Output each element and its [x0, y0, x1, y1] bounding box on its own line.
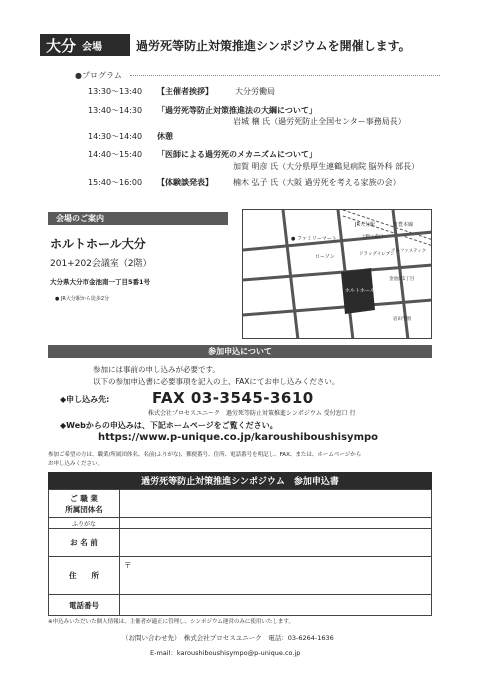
venue-badge-label: 会場: [82, 41, 103, 53]
venue-map: [242, 209, 432, 339]
program-speaker: 岩城 穣 氏（過労死防止全国センター事務局長）: [233, 117, 406, 126]
program-divider: [130, 75, 440, 76]
address-label: 住 所: [49, 557, 120, 595]
name-label: お 名 前: [49, 529, 120, 557]
venue-address: 大分県大分市金池南一丁目5番1号: [50, 278, 151, 286]
venue-city: 大分: [46, 36, 77, 55]
furigana-field[interactable]: [120, 518, 432, 529]
program-title: 「医師による過労死のメカニズムについて」: [157, 150, 317, 159]
registration-section-header: 参加申込について: [48, 345, 432, 358]
web-label: ◆Webからの申込みは、下記ホームページをご覧ください。: [60, 421, 278, 430]
address-field[interactable]: [120, 557, 432, 595]
registration-line: 参加には事前の申し込みが必要です。: [93, 365, 220, 374]
venue-badge: [40, 34, 130, 56]
occupation-field[interactable]: [120, 490, 432, 518]
program-detail: 楠木 弘子 氏（大阪 過労死を考える家族の会）: [233, 178, 401, 187]
program-title: 【体験談発表】: [157, 178, 213, 187]
fax-label: ◆申し込み先:: [60, 395, 110, 404]
registration-line: 以下の参加申込書に必要事項を記入の上、FAXにてお申し込みください。: [93, 377, 340, 386]
map-label-jr-station: JR大分駅: [355, 222, 375, 228]
phone-label: 電話番号: [49, 595, 120, 616]
program-time: 13:40～14:30: [88, 106, 143, 115]
page-title: 過労死等防止対策推進シンポジウムを開催します。: [136, 39, 411, 53]
name-field[interactable]: [120, 529, 432, 557]
program-time: 15:40～16:00: [88, 178, 143, 187]
form-title: 過労死等防止対策推進シンポジウム 参加申込書: [48, 472, 432, 489]
occupation-label: ご 職 業 所属団体名: [49, 490, 120, 518]
registration-note: お申し込みください。: [48, 461, 104, 467]
venue-section-header: 会場のご案内: [48, 212, 228, 225]
fax-number: FAX 03-3545-3610: [152, 389, 314, 407]
venue-name: ホルトホール大分: [50, 237, 146, 251]
map-label-lawson: ローソン: [315, 254, 335, 260]
program-speaker: 加賀 明彦 氏（大分県厚生連鶴見病院 脳外科 部長）: [233, 162, 420, 171]
program-title: 「過労死等防止対策推進法の大綱について」: [157, 106, 317, 115]
privacy-note: ※申込みいただいた個人情報は、主催者が適正に管理し、シンポジウム運営のみに使用いたします。: [48, 619, 294, 625]
program-title: 休憩: [157, 132, 173, 141]
venue-access: ● JR大分駅から徒歩2分: [55, 296, 110, 302]
contact-email-link[interactable]: E-mail：karoushiboushisympo@p-unique.co.jp: [150, 649, 301, 657]
map-label-ueno: 上野の森口: [361, 235, 384, 240]
map-label-hall: ホルトホール大分: [345, 288, 385, 294]
map-label-kanaike: 金池南1丁目: [389, 277, 415, 282]
map-label-drug: ドラッグイレブン: [359, 252, 395, 257]
program-label: ●プログラム: [75, 71, 122, 80]
phone-field[interactable]: [120, 595, 432, 616]
program-title: 【主催者挨拶】: [157, 87, 213, 96]
registration-note: 参加ご希望の方は、職業/所属団体名、名前(ふりがな)、郵便番号、住所、電話番号を明記し、FAX、または、ホームページから: [48, 452, 362, 458]
map-label-school: 岩田学園: [393, 317, 411, 322]
application-form: [48, 489, 432, 616]
program-time: 13:30～13:40: [88, 87, 143, 96]
contact-info: （お問い合わせ先） 株式会社プロセスユニーク 電話：03-6264-1636: [122, 634, 334, 642]
program-detail: 大分労働局: [235, 87, 275, 96]
program-time: 14:30～14:40: [88, 132, 143, 141]
map-label-alpha: アルファスティク: [391, 249, 427, 254]
venue-room: 201+202会議室（2階）: [50, 259, 152, 269]
fax-recipient: 株式会社プロセスユニーク 過労死等防止対策推進シンポジウム 受付窓口 行: [148, 410, 356, 417]
furigana-label: ふりがな: [49, 518, 120, 529]
map-label-nippo-line: 日豊本線: [393, 222, 414, 228]
registration-url-link[interactable]: https://www.p-unique.co.jp/karoushiboushisympo: [98, 432, 379, 443]
postal-mark: 〒: [124, 561, 132, 570]
program-time: 14:40～15:40: [88, 150, 143, 159]
map-label-familymart: ● ファミリーマート: [291, 236, 337, 242]
map-graphic: [243, 210, 432, 339]
